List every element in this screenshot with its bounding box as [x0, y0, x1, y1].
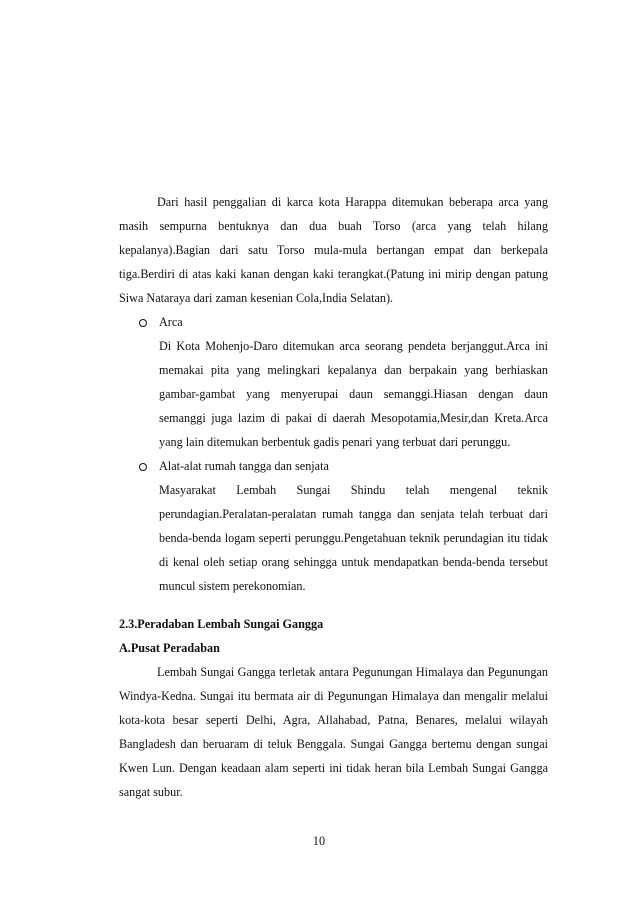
bullet-item-alat: [119, 454, 548, 598]
bullet-item-arca: [119, 310, 548, 454]
bullet-body: Di Kota Mohenjo-Daro ditemukan arca seorang pendeta berjanggut.Arca ini memakai pita yang melingkari kepalanya dan berpakain yang berhiaskan gambar-gambat yang menyerupai daun semanggi.Hiasan dengan daun semanggi juga lazim di pakai di daerah Mesopotamia,Mesir,dan Kreta.Arca yang lain ditemukan berbentuk gadis penari yang terbuat dari perunggu.: [159, 339, 548, 449]
bullet-body: Masyarakat Lembah Sungai Shindu telah mengenal teknik perundagian.Peralatan-peralatan rumah tangga dan senjata telah terbuat dari benda-benda logam seperti perunggu.Pengetahuan teknik perundagian itu tidak di kenal oleh setiap orang sehingga untuk mendapatkan benda-benda tersebut muncul sistem perekonomian.: [159, 483, 548, 593]
section-gap: [119, 598, 548, 612]
bullet-head: [119, 310, 548, 334]
bullet-icon: [139, 319, 147, 327]
page-content: [119, 190, 548, 804]
bullet-icon: [139, 463, 147, 471]
bullet-title: Arca: [159, 315, 183, 329]
page-number: 10: [312, 834, 326, 848]
section-heading: 2.3.Peradaban Lembah Sungai Gangga: [119, 617, 324, 631]
section-paragraph: Lembah Sungai Gangga terletak antara Pegunungan Himalaya dan Pegunungan Windya-Kedna. Sungai itu bermata air di Pegunungan Himalaya dan mengalir melalui kota-kota besar seperti Delhi, Agra, Allahabad, Patna, Benares, melalui wilayah Bangladesh dan beruaram di teluk Benggala. Sungai Gangga bertemu dengan sungai Kwen Lun. Dengan keadaan alam seperti ini tidak heran bila Lembah Sungai Gangga sangat subur.: [119, 665, 548, 799]
section-subheading: A.Pusat Peradaban: [119, 641, 220, 655]
bullet-title: Alat-alat rumah tangga dan senjata: [159, 459, 329, 473]
intro-paragraph: Dari hasil penggalian di karca kota Harappa ditemukan beberapa arca yang masih sempurna bentuknya dan dua buah Torso (arca yang telah hilang kepalanya).Bagian dari satu Torso mula-mula bertangan empat dan berkepala tiga.Berdiri di atas kaki kanan dengan kaki terangkat.(Patung ini mirip dengan patung Siwa Nataraya dari zaman kesenian Cola,India Selatan).: [119, 195, 548, 305]
bullet-head: [119, 454, 548, 478]
